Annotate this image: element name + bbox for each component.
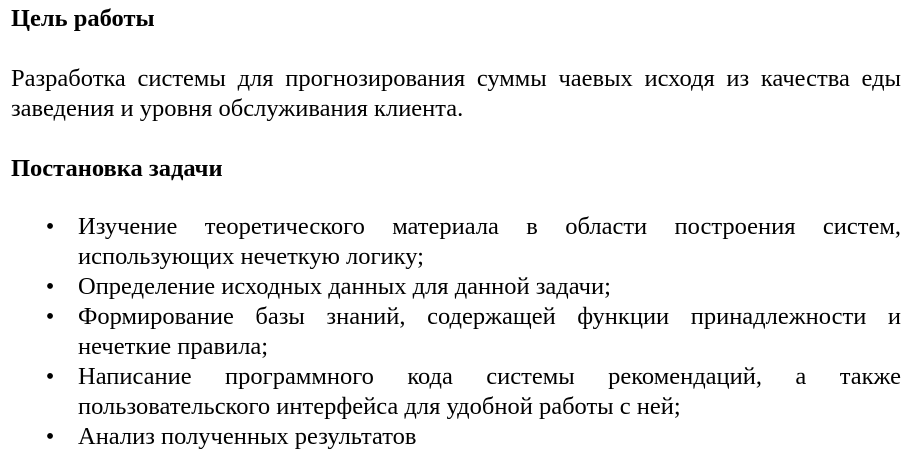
bullet-icon: •	[45, 363, 55, 390]
document-body	[11, 4, 901, 452]
goal-paragraph: Разработка системы для прогнозирования суммы чаевых исходя из качества еды заведения и уровня обслуживания клиента.	[11, 65, 901, 122]
bullet-icon: •	[45, 423, 55, 450]
goal-heading: Цель работы	[11, 5, 155, 32]
task-list	[11, 212, 901, 452]
list-item	[11, 422, 901, 452]
list-item-text: Написание программного кода системы рекомендаций, а также пользовательского интерфейса для удобной работы с ней;	[78, 363, 901, 420]
list-item-text: Изучение теоретического материала в области построения систем, использующих нечеткую логику;	[78, 213, 901, 270]
list-item	[11, 212, 901, 272]
list-item	[11, 302, 901, 362]
list-item-text: Формирование базы знаний, содержащей функции принадлежности и нечеткие правила;	[78, 303, 901, 360]
bullet-icon: •	[45, 303, 55, 330]
bullet-icon: •	[45, 213, 55, 240]
list-item	[11, 362, 901, 422]
list-item	[11, 272, 901, 302]
list-item-text: Анализ полученных результатов	[78, 423, 417, 450]
task-heading: Постановка задачи	[11, 155, 223, 182]
bullet-icon: •	[45, 273, 55, 300]
list-item-text: Определение исходных данных для данной задачи;	[78, 273, 611, 300]
